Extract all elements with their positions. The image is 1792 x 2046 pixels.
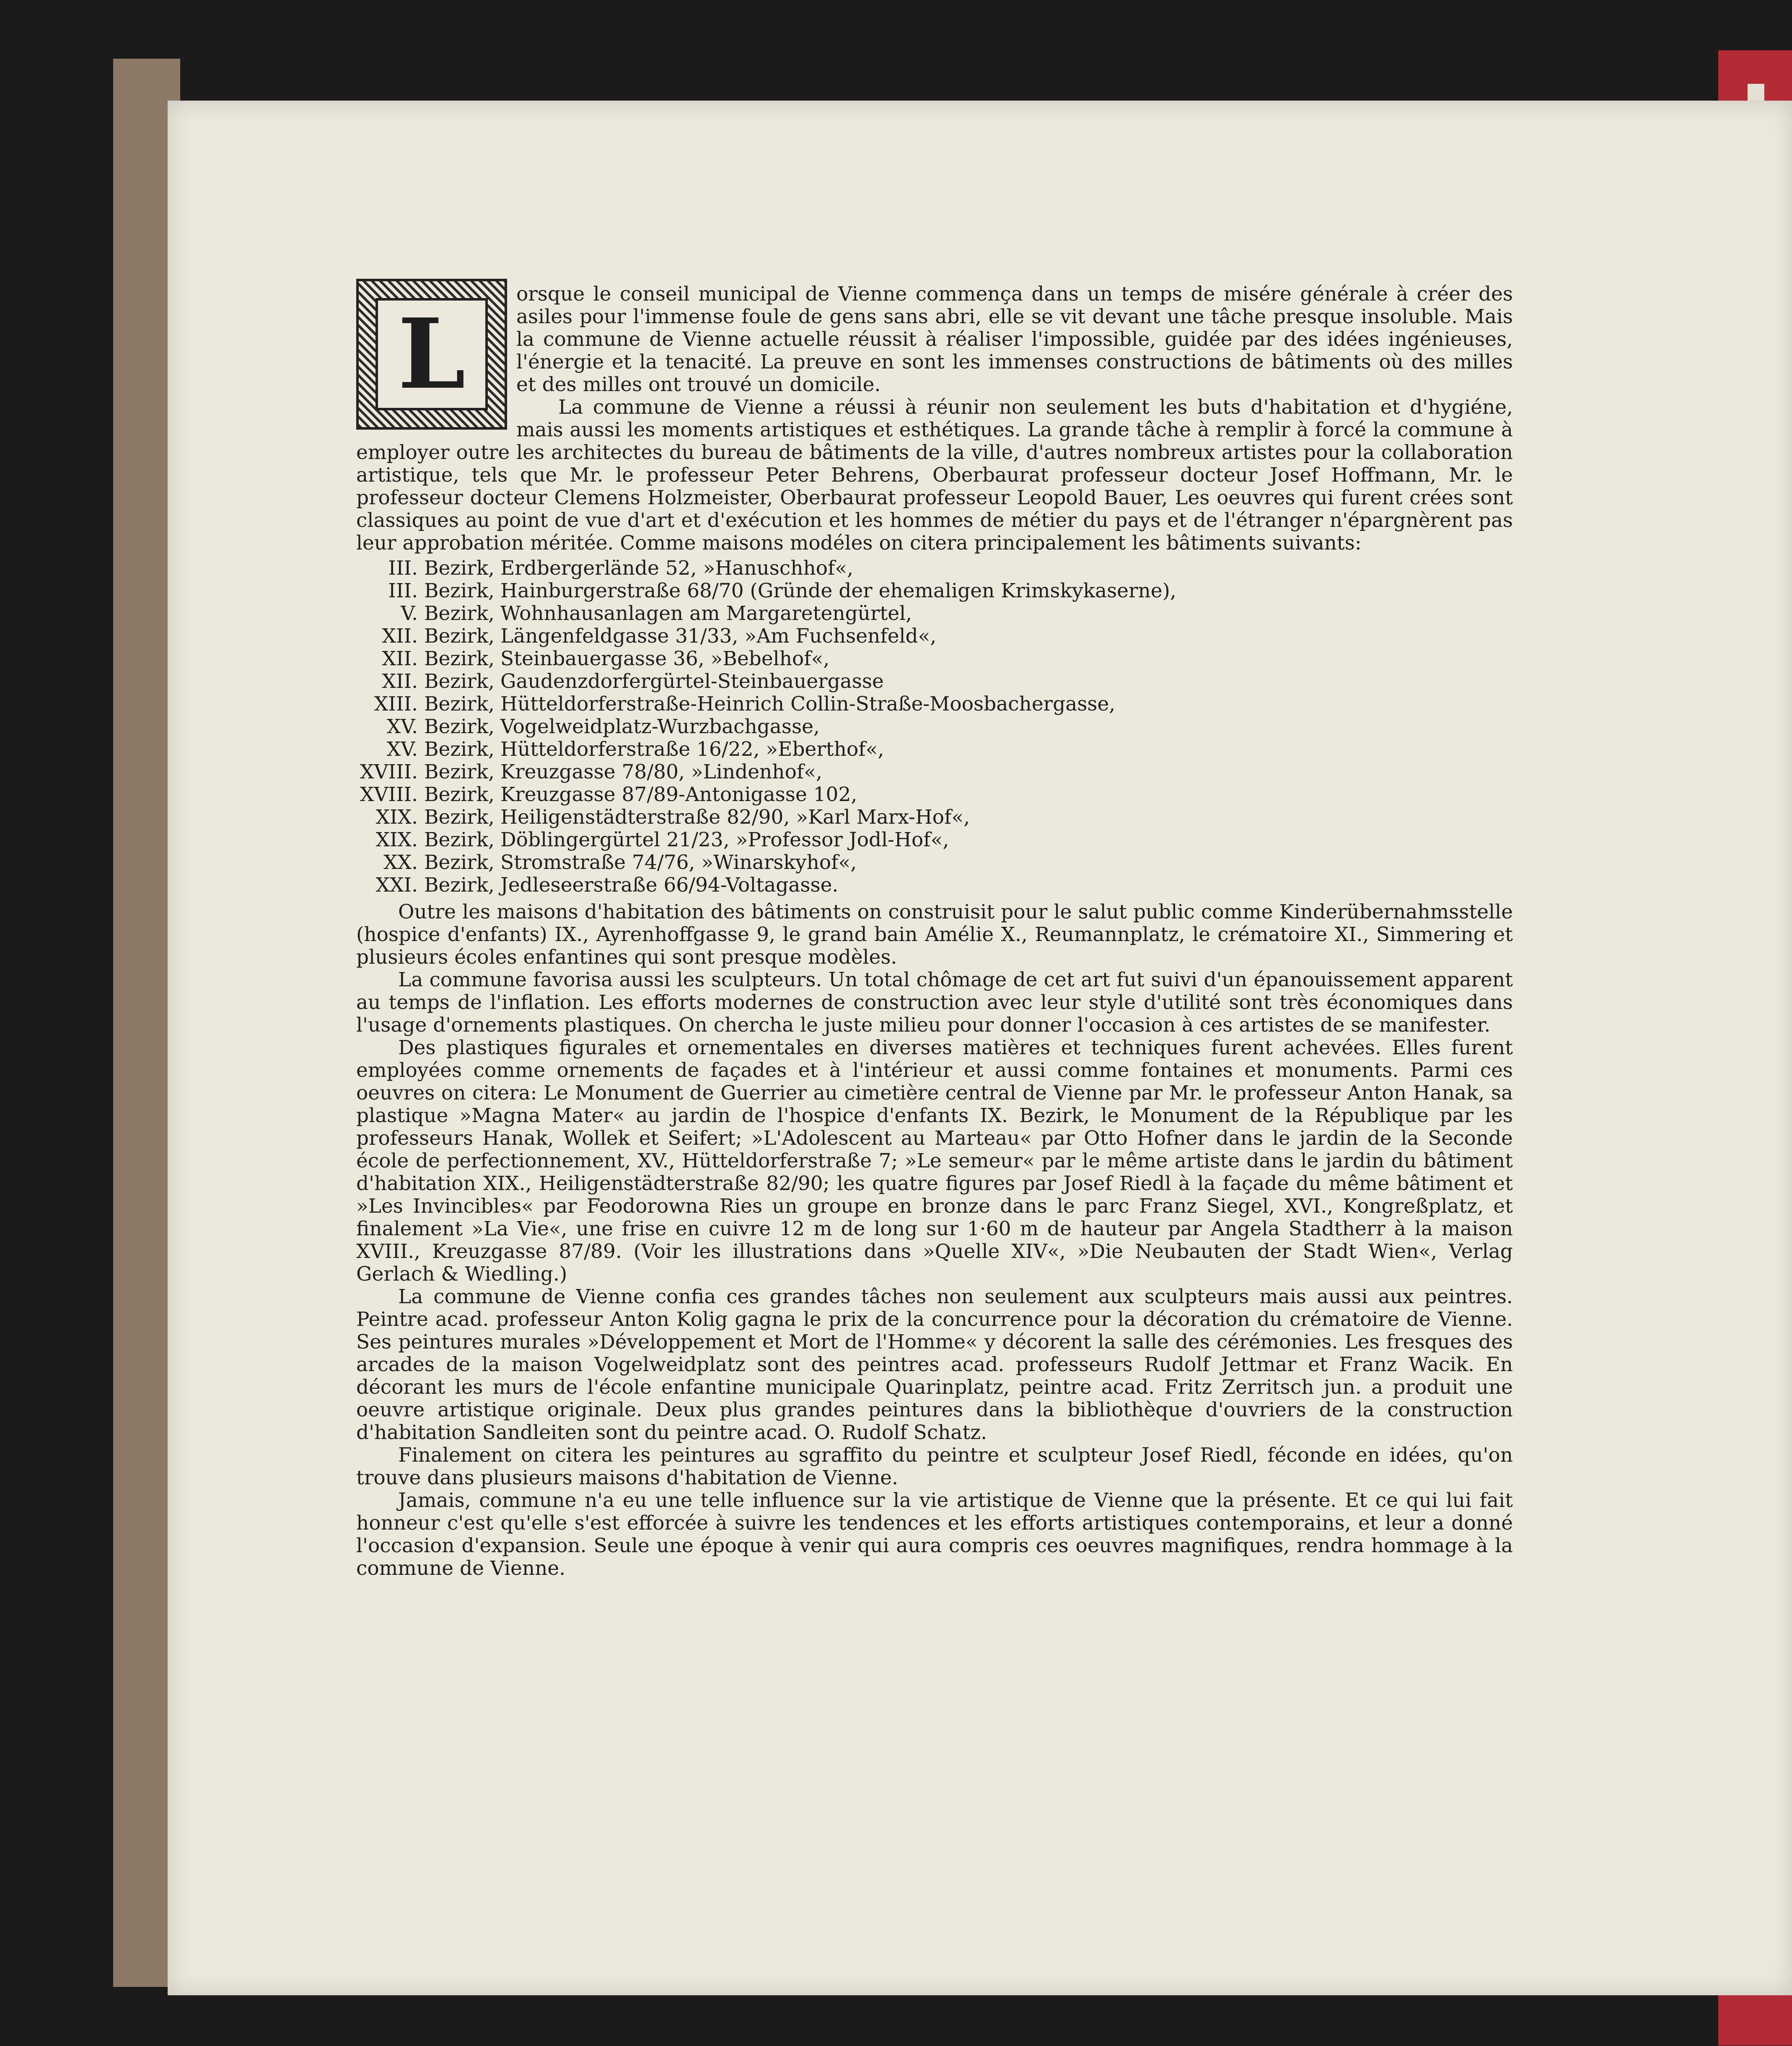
paragraph-sculpture-works: Des plastiques figurales et ornementales en diverses matières et techniques furent achevées. Elles furent employées comme ornements de façades et à l'intérieur et aussi comme fontaines et monuments. Parmi ces oeuvres on citera: Le Monument de Guerrier au cimetière central de Vienne par Mr. le professeur Anton Hanak, sa plastique »Magna Mater« au jardin de l'hospice d'enfants IX. Bezirk, le Monument de la République par les professeurs Hanak, Wollek et Seifert; »L'Adolescent au Marteau« par Otto Hofner dans le jardin de la Seconde école de perfectionnement, XV., Hütteldorferstraße 7; »Le semeur« par le même artiste dans le jardin du bâtiment d'habitation XIX., Heiligenstädterstraße 82/90; les quatre figures par Josef Riedl à la façade du même bâtiment et »Les Invincibles« par Feodorowna Ries un groupe en bronze dans le parc Franz Siegel, XVI., Kongreßplatz, et finalement »La Vie«, une frise en cuivre 12 m de long sur 1·60 m de hauteur par Angela Stadtherr à la maison XVIII., Kreuzgasse 87/89. (Voir les illustrations dans »Quelle XIV«, »Die Neubauten der Stadt Wien«, Verlag Gerlach & Wiedling.) [356, 1036, 1513, 1286]
ornamental-initial-frame [375, 298, 488, 410]
building-district: XVIII. Bezirk, [360, 760, 495, 783]
building-list-item [356, 761, 1513, 783]
paragraph-painters: La commune de Vienne confia ces grandes tâches non seulement aux sculpteurs mais aussi aux peintres. Peintre acad. professeur Anton Kolig gagna le prix de la concurrence pour la décoration du crématoire de Vienne. Ses peintures murales »Développement et Mort de l'Homme« y décorent la salle des cérémonies. Les fresques des arcades de la maison Vogelweidplatz sont des peintres acad. professeurs Rudolf Jettmar et Franz Wacik. En décorant les murs de l'école enfantine municipale Quarinplatz, peintre acad. Fritz Zerritsch jun. a produit une oeuvre artistique originale. Deux plus grandes peintures dans la bibliothèque d'ouvriers de la construction d'habitation Sandleiten sont du peintre acad. O. Rudolf Schatz. [356, 1285, 1513, 1444]
building-address: Stromstraße 74/76, »Winarskyhof«, [500, 851, 857, 874]
building-district: XVIII. Bezirk, [360, 783, 495, 806]
building-district: III. Bezirk, [388, 579, 495, 602]
paragraph-intro: orsque le conseil municipal de Vienne commença dans un temps de misére générale à créer des asiles pour l'immense foule de gens sans abri, elle se vit devant une tâche presque insoluble. Mais la commune de Vienne actuelle réussit à réaliser l'impossible, guidée par des idées ingénieuses, l'énergie et la tenacité. La preuve en sont les immenses constructions de bâtiments où des milles et des milles ont trouvé un domicile. [516, 283, 1513, 396]
building-address: Steinbauergasse 36, »Bebelhof«, [500, 647, 830, 670]
paragraph-sculptors: La commune favorisa aussi les sculpteurs. Un total chômage de cet art fut suivi d'un épanouissement apparent au temps de l'inflation. Les efforts modernes de construction avec leur style d'utilité sont très économiques dans l'usage d'ornements plastiques. On chercha le juste milieu pour donner l'occasion à ces artistes de se manifester. [356, 968, 1513, 1037]
building-list-item [356, 580, 1513, 602]
building-list-item [356, 557, 1513, 580]
building-address: Hainburgerstraße 68/70 (Gründe der ehemaligen Krimskykaserne), [500, 579, 1176, 602]
building-address: Döblingergürtel 21/23, »Professor Jodl-Hof«, [500, 828, 949, 851]
paragraph-sgraffito: Finalement on citera les peintures au sgraffito du peintre et sculpteur Josef Riedl, féconde en idées, qu'on trouve dans plusieurs maisons d'habitation de Vienne. [356, 1444, 1513, 1489]
building-list-item [356, 648, 1513, 670]
paragraph-public-buildings: Outre les maisons d'habitation des bâtiments on construisit pour le salut public comme Kinderübernahmsstelle (hospice d'enfants) IX., Ayrenhoffgasse 9, le grand bain Amélie X., Reumannplatz, le crématoire XI., Simmering et plusieurs écoles enfantines qui sont presque modèles. [356, 900, 1513, 969]
building-address: Heiligenstädterstraße 82/90, »Karl Marx-Hof«, [500, 806, 970, 829]
building-district: XXI. Bezirk, [375, 874, 495, 897]
building-list-item [356, 738, 1513, 761]
building-district: XII. Bezirk, [382, 625, 495, 648]
building-list-item [356, 670, 1513, 693]
building-address: Hütteldorferstraße-Heinrich Collin-Straße-Moosbachergasse, [500, 692, 1116, 716]
building-address: Kreuzgasse 87/89-Antonigasse 102, [500, 783, 857, 806]
building-address: Längenfeldgasse 31/33, »Am Fuchsenfeld«, [500, 625, 937, 648]
building-district: V. Bezirk, [401, 602, 495, 625]
building-district: XIX. Bezirk, [375, 828, 495, 851]
building-address: Vogelweidplatz-Wurzbachgasse, [500, 715, 820, 738]
building-address: Erdbergerlände 52, »Hanuschhof«, [500, 557, 854, 580]
building-district: XV. Bezirk, [386, 715, 495, 738]
page-text [356, 283, 1513, 1580]
building-district: XIX. Bezirk, [375, 806, 495, 829]
building-address: Wohnhausanlagen am Margaretengürtel, [500, 602, 912, 625]
paragraph-artists: La commune de Vienne a réussi à réunir non seulement les buts d'habitation et d'hygiéne, mais aussi les moments artistiques et esthétiques. La grande tâche à remplir à forcé la commune à employer outre les architectes du bureau de bâtiments de la ville, d'autres nombreux artistes pour la collaboration artistique, tels que Mr. le professeur Peter Behrens, Oberbaurat professeur docteur Josef Hoffmann, Mr. le professeur docteur Clemens Holzmeister, Oberbaurat professeur Leopold Bauer, Les oeuvres qui furent crées sont classiques au point de vue d'art et d'exécution et les hommes de métier du pays et de l'étranger n'épargnèrent pas leur approbation méritée. Comme maisons modéles on citera principalement les bâtiments suivants: [356, 396, 1513, 555]
building-district: XV. Bezirk, [386, 738, 495, 761]
building-address: Gaudenzdorfergürtel-Steinbauergasse [500, 670, 884, 693]
building-list-item [356, 716, 1513, 738]
building-district: III. Bezirk, [388, 557, 495, 580]
building-address: Jedleseerstraße 66/94-Voltagasse. [500, 874, 839, 897]
drop-cap-letter: L [398, 298, 466, 411]
building-district: XX. Bezirk, [383, 851, 495, 874]
building-list-item [356, 851, 1513, 874]
building-list [356, 557, 1513, 897]
paragraph-conclusion: Jamais, commune n'a eu une telle influence sur la vie artistique de Vienne que la présente. Et ce qui lui fait honneur c'est qu'elle s'est efforcée à suivre les tendences et les efforts artistiques contemporains, et leur a donné l'occasion d'expansion. Seule une époque à venir qui aura compris ces oeuvres magnifiques, rendra hommage à la commune de Vienne. [356, 1489, 1513, 1580]
building-district: XIII. Bezirk, [374, 692, 495, 716]
building-list-item [356, 783, 1513, 806]
building-address: Kreuzgasse 78/80, »Lindenhof«, [500, 760, 822, 783]
building-list-item [356, 602, 1513, 625]
building-list-item [356, 625, 1513, 648]
building-district: XII. Bezirk, [382, 670, 495, 693]
building-list-item [356, 693, 1513, 716]
building-list-item [356, 829, 1513, 851]
building-list-item [356, 806, 1513, 829]
building-address: Hütteldorferstraße 16/22, »Eberthof«, [500, 738, 884, 761]
ornamental-initial [356, 279, 507, 430]
building-list-item [356, 874, 1513, 897]
building-district: XII. Bezirk, [382, 647, 495, 670]
